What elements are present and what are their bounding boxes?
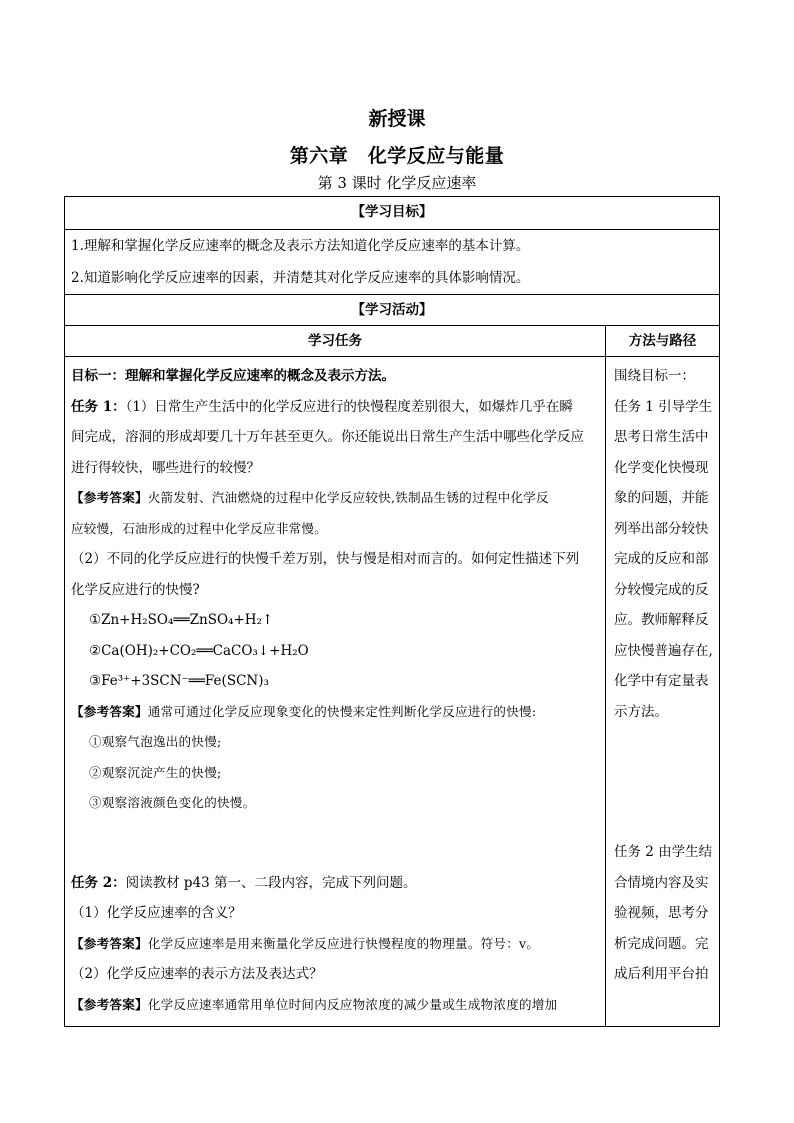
task1-answer-line: 应较慢，石油形成的过程中化学反应非常慢。	[71, 520, 328, 536]
method-line: 分较慢完成的反	[614, 581, 709, 598]
lesson-type: 新授课	[368, 108, 426, 130]
task1-question-line: 间完成，溶洞的形成却要几十万年甚至更久。你还能说出日常生产生活中哪些化学反应	[71, 429, 584, 445]
goal-one: 目标一：理解和掌握化学反应速率的概念及表示方法。	[71, 368, 395, 384]
chapter-title: 第六章 化学反应与能量	[289, 145, 505, 167]
task2-answer: 化学反应速率通常用单位时间内反应物浓度的减少量或生成物浓度的增加	[147, 996, 558, 1012]
method-column	[606, 357, 720, 1027]
reaction-equation: ①Zn+H₂SO₄══ZnSO₄+H₂↑	[89, 612, 274, 628]
method-line: 化学中有定量表	[614, 673, 709, 689]
task1-answer-line: 火箭发射、汽油燃烧的过程中化学反应较快,铁制品生锈的过程中化学反	[147, 490, 549, 505]
objectives-list	[65, 230, 720, 295]
task2-answer: 化学反应速率是用来衡量化学反应进行快慢程度的物理量。符号：v。	[147, 935, 540, 951]
task1-question-line: 进行得较快，哪些进行的较慢？	[71, 459, 260, 476]
task2-question: （1）化学反应速率的含义？	[71, 905, 242, 921]
answer-item: ②观察沉淀产生的快慢;	[89, 764, 222, 780]
method-line: 成后利用平台拍	[614, 966, 709, 982]
task2-text: 阅读教材 p43 第一、二段内容，完成下列问题。	[125, 874, 417, 891]
answer-label: 【参考答案】	[71, 490, 148, 505]
activities-heading: 【学习活动】	[65, 295, 720, 326]
task-content	[65, 357, 606, 1027]
column-header-task: 学习任务	[65, 326, 606, 357]
method-line: 任务 2 由学生结	[614, 844, 713, 860]
task1-question2-line: 化学反应进行的快慢?	[71, 581, 200, 598]
method-line: 化学变化快慢现	[614, 459, 709, 476]
task1-answer2-intro: 通常可通过化学反应现象变化的快慢来定性判断化学反应进行的快慢:	[147, 703, 537, 719]
objectives-heading: 【学习目标】	[65, 197, 720, 230]
answer-label: 【参考答案】	[71, 703, 148, 719]
method-line: 完成的反应和部	[614, 551, 709, 567]
method-line: 思考日常生活中	[614, 429, 709, 445]
method-line: 应快慢普遍存在,	[614, 642, 713, 659]
task1-question-line: （1）日常生产生活中的化学反应进行的快慢程度差别很大，如爆炸几乎在瞬	[125, 398, 573, 415]
method-line: 象的问题，并能	[614, 490, 709, 506]
answer-item: ①观察气泡逸出的快慢;	[89, 734, 222, 749]
task1-question2-line: （2）不同的化学反应进行的快慢千差万别，快与慢是相对而言的。如何定性描述下列	[71, 551, 580, 567]
task2-question: （2）化学反应速率的表示方法及表达式？	[71, 966, 323, 982]
method-line: 任务 1 引导学生	[614, 398, 713, 415]
answer-label: 【参考答案】	[71, 996, 148, 1012]
reaction-equation: ③Fe³⁺+3SCN⁻══Fe(SCN)₃	[89, 673, 269, 689]
method-line: 应。教师解释反	[614, 612, 709, 628]
task2-label: 任务 2：	[71, 874, 126, 891]
reaction-equation: ②Ca(OH)₂+CO₂══CaCO₃↓+H₂O	[89, 642, 309, 659]
objective-item: 1.理解和掌握化学反应速率的概念及表示方法知道化学反应速率的基本计算。	[71, 238, 530, 254]
answer-item: ③观察溶液颜色变化的快慢。	[89, 795, 256, 810]
method-line: 围绕目标一：	[614, 368, 695, 384]
method-line: 验视频，思考分	[614, 905, 709, 921]
method-line: 析完成问题。完	[614, 935, 709, 952]
method-line: 列举出部分较快	[614, 520, 709, 537]
lesson-table	[64, 196, 720, 1027]
method-line: 合情境内容及实	[614, 874, 709, 891]
section-title: 第 3 课时 化学反应速率	[317, 174, 477, 192]
method-line: 示方法。	[614, 703, 668, 720]
answer-label: 【参考答案】	[71, 935, 148, 951]
objective-item: 2.知道影响化学反应速率的因素，并清楚其对化学反应速率的具体影响情况。	[71, 270, 530, 286]
task1-label: 任务 1：	[71, 398, 126, 415]
column-header-method: 方法与路径	[606, 326, 720, 357]
